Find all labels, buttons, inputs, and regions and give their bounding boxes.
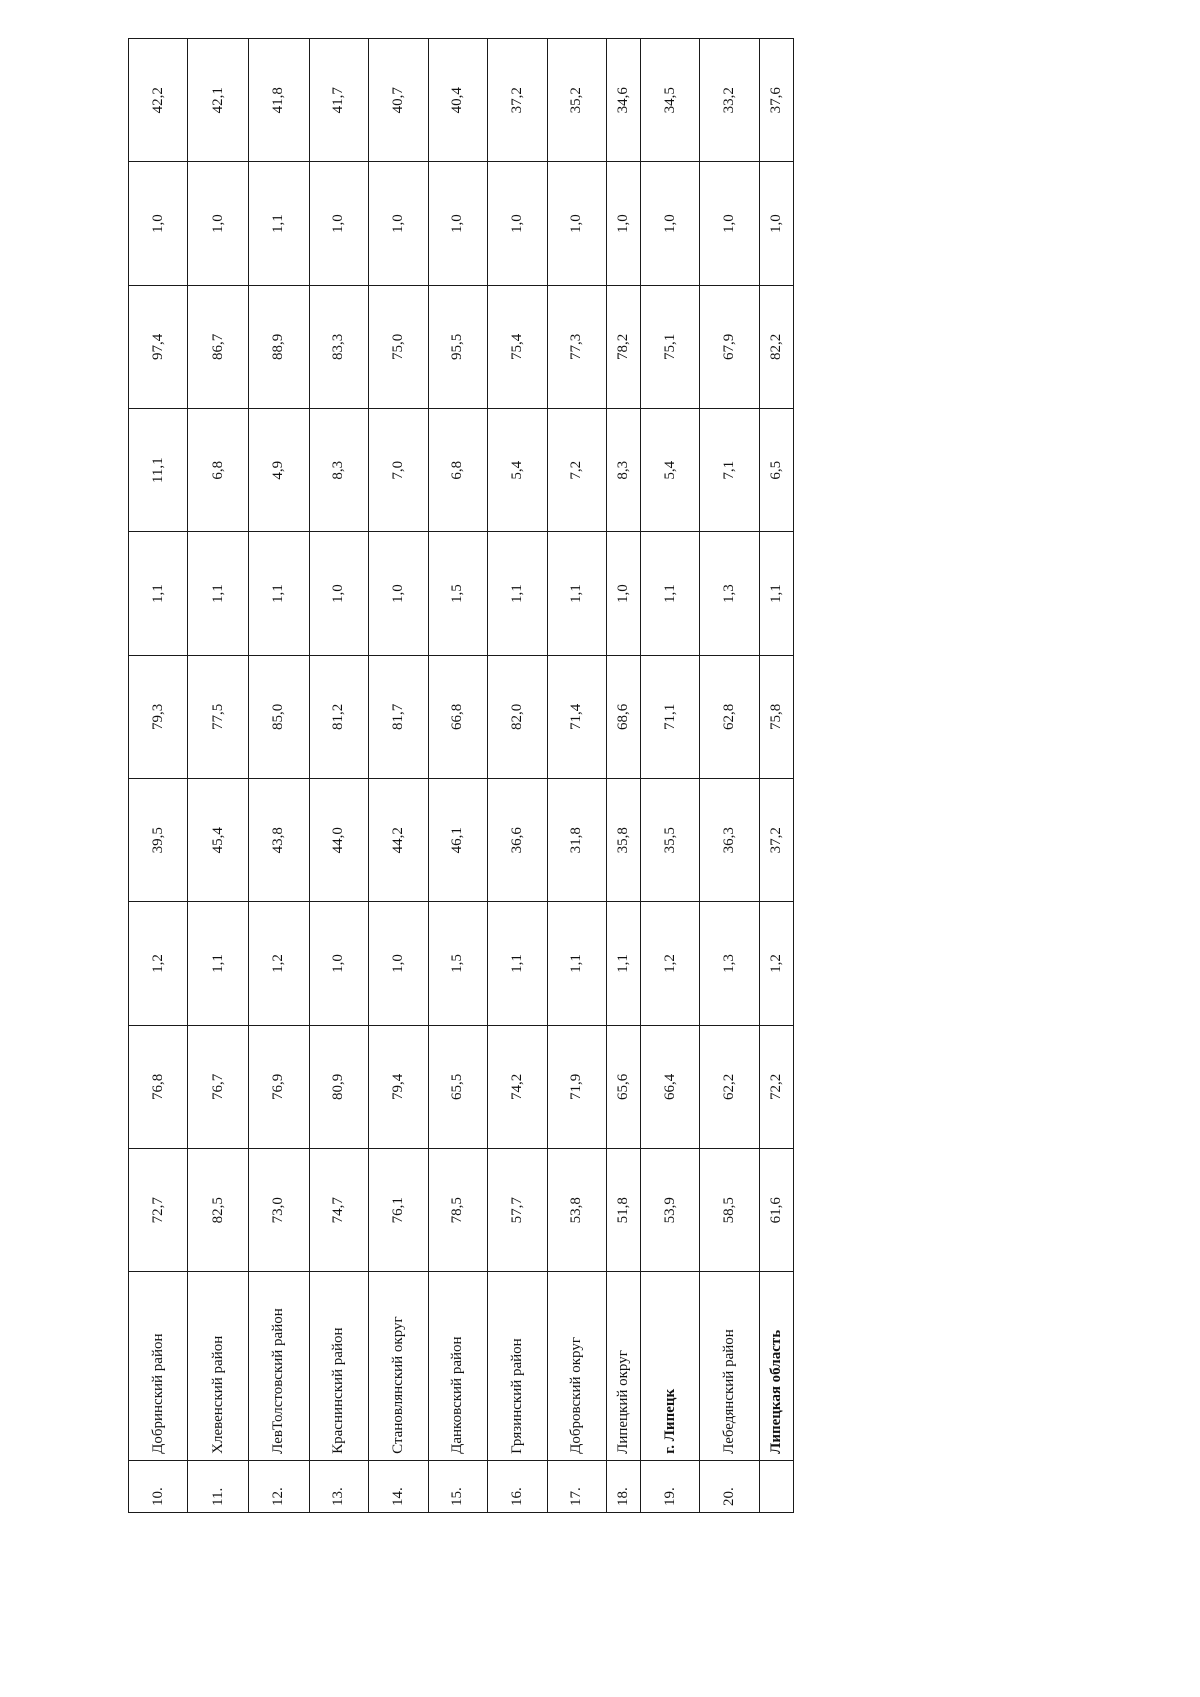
region-name: Липецкий округ xyxy=(607,1272,641,1461)
value-cell: 34,5 xyxy=(640,39,699,162)
value-cell: 40,7 xyxy=(369,39,428,162)
region-name: Липецкая область xyxy=(759,1272,793,1461)
value-cell: 1,1 xyxy=(488,532,547,655)
value-cell: 1,0 xyxy=(700,162,759,285)
value-cell: 31,8 xyxy=(547,779,606,902)
value-cell: 1,0 xyxy=(309,532,368,655)
value-cell: 1,1 xyxy=(249,162,310,285)
value-cell: 35,8 xyxy=(607,779,641,902)
table-row xyxy=(369,39,428,1513)
value-cell: 86,7 xyxy=(188,285,249,408)
value-cell: 40,4 xyxy=(428,39,487,162)
value-cell: 1,1 xyxy=(640,532,699,655)
value-cell: 7,2 xyxy=(547,409,606,532)
table-row xyxy=(640,39,699,1513)
row-number: 15. xyxy=(428,1460,487,1512)
row-number: 11. xyxy=(188,1460,249,1512)
value-cell: 1,0 xyxy=(309,902,368,1025)
value-cell: 1,0 xyxy=(488,162,547,285)
value-cell: 6,8 xyxy=(188,409,249,532)
value-cell: 8,3 xyxy=(309,409,368,532)
row-number: 20. xyxy=(700,1460,759,1512)
row-number: 10. xyxy=(129,1460,188,1512)
value-cell: 66,8 xyxy=(428,655,487,778)
value-cell: 95,5 xyxy=(428,285,487,408)
value-cell: 97,4 xyxy=(129,285,188,408)
value-cell: 75,1 xyxy=(640,285,699,408)
value-cell: 77,3 xyxy=(547,285,606,408)
value-cell: 65,5 xyxy=(428,1025,487,1148)
value-cell: 1,0 xyxy=(369,902,428,1025)
value-cell: 33,2 xyxy=(700,39,759,162)
value-cell: 73,0 xyxy=(249,1149,310,1272)
table-row xyxy=(249,39,310,1513)
value-cell: 1,0 xyxy=(188,162,249,285)
value-cell: 1,1 xyxy=(488,902,547,1025)
value-cell: 6,5 xyxy=(759,409,793,532)
value-cell: 79,3 xyxy=(129,655,188,778)
value-cell: 75,4 xyxy=(488,285,547,408)
value-cell: 1,2 xyxy=(759,902,793,1025)
value-cell: 1,0 xyxy=(547,162,606,285)
value-cell: 37,2 xyxy=(488,39,547,162)
value-cell: 62,2 xyxy=(700,1025,759,1148)
value-cell: 53,9 xyxy=(640,1149,699,1272)
value-cell: 1,0 xyxy=(309,162,368,285)
region-name: Грязинский район xyxy=(488,1272,547,1461)
value-cell: 79,4 xyxy=(369,1025,428,1148)
value-cell: 35,5 xyxy=(640,779,699,902)
value-cell: 75,0 xyxy=(369,285,428,408)
value-cell: 61,6 xyxy=(759,1149,793,1272)
value-cell: 44,0 xyxy=(309,779,368,902)
table-row xyxy=(700,39,759,1513)
value-cell: 36,3 xyxy=(700,779,759,902)
value-cell: 6,8 xyxy=(428,409,487,532)
table-row xyxy=(188,39,249,1513)
value-cell: 1,1 xyxy=(547,532,606,655)
value-cell: 1,0 xyxy=(607,162,641,285)
value-cell: 1,1 xyxy=(188,532,249,655)
value-cell: 1,0 xyxy=(369,162,428,285)
region-name: Данковский район xyxy=(428,1272,487,1461)
value-cell: 1,0 xyxy=(129,162,188,285)
value-cell: 85,0 xyxy=(249,655,310,778)
value-cell: 1,2 xyxy=(129,902,188,1025)
value-cell: 82,5 xyxy=(188,1149,249,1272)
row-number: 17. xyxy=(547,1460,606,1512)
region-name: ЛевТолстовский район xyxy=(249,1272,310,1461)
table-row xyxy=(129,39,188,1513)
value-cell: 71,4 xyxy=(547,655,606,778)
region-name: Хлевенский район xyxy=(188,1272,249,1461)
value-cell: 1,3 xyxy=(700,902,759,1025)
value-cell: 36,6 xyxy=(488,779,547,902)
value-cell: 34,6 xyxy=(607,39,641,162)
value-cell: 1,5 xyxy=(428,532,487,655)
table-row xyxy=(488,39,547,1513)
value-cell: 1,1 xyxy=(759,532,793,655)
table-body xyxy=(129,39,794,1513)
value-cell: 81,7 xyxy=(369,655,428,778)
rotated-table-wrapper xyxy=(128,38,794,1513)
value-cell: 1,1 xyxy=(547,902,606,1025)
value-cell: 74,7 xyxy=(309,1149,368,1272)
table-row xyxy=(309,39,368,1513)
value-cell: 46,1 xyxy=(428,779,487,902)
row-number: 12. xyxy=(249,1460,310,1512)
row-number: 16. xyxy=(488,1460,547,1512)
value-cell: 37,6 xyxy=(759,39,793,162)
value-cell: 1,1 xyxy=(249,532,310,655)
value-cell: 77,5 xyxy=(188,655,249,778)
value-cell: 5,4 xyxy=(488,409,547,532)
value-cell: 62,8 xyxy=(700,655,759,778)
value-cell: 76,9 xyxy=(249,1025,310,1148)
value-cell: 1,0 xyxy=(428,162,487,285)
region-name: Добровский округ xyxy=(547,1272,606,1461)
value-cell: 71,1 xyxy=(640,655,699,778)
value-cell: 42,1 xyxy=(188,39,249,162)
value-cell: 5,4 xyxy=(640,409,699,532)
value-cell: 78,5 xyxy=(428,1149,487,1272)
value-cell: 4,9 xyxy=(249,409,310,532)
table-row xyxy=(759,39,793,1513)
row-number: 13. xyxy=(309,1460,368,1512)
value-cell: 68,6 xyxy=(607,655,641,778)
value-cell: 51,8 xyxy=(607,1149,641,1272)
value-cell: 43,8 xyxy=(249,779,310,902)
value-cell: 58,5 xyxy=(700,1149,759,1272)
value-cell: 74,2 xyxy=(488,1025,547,1148)
value-cell: 1,0 xyxy=(607,532,641,655)
value-cell: 1,0 xyxy=(759,162,793,285)
value-cell: 78,2 xyxy=(607,285,641,408)
region-name: Краснинский район xyxy=(309,1272,368,1461)
value-cell: 81,2 xyxy=(309,655,368,778)
value-cell: 57,7 xyxy=(488,1149,547,1272)
region-name: Становлянский округ xyxy=(369,1272,428,1461)
value-cell: 1,2 xyxy=(249,902,310,1025)
value-cell: 71,9 xyxy=(547,1025,606,1148)
value-cell: 1,1 xyxy=(188,902,249,1025)
value-cell: 7,1 xyxy=(700,409,759,532)
value-cell: 76,8 xyxy=(129,1025,188,1148)
value-cell: 65,6 xyxy=(607,1025,641,1148)
value-cell: 80,9 xyxy=(309,1025,368,1148)
value-cell: 83,3 xyxy=(309,285,368,408)
region-name: Добринский район xyxy=(129,1272,188,1461)
value-cell: 8,3 xyxy=(607,409,641,532)
value-cell: 66,4 xyxy=(640,1025,699,1148)
row-number: 19. xyxy=(640,1460,699,1512)
value-cell: 82,0 xyxy=(488,655,547,778)
value-cell: 44,2 xyxy=(369,779,428,902)
value-cell: 67,9 xyxy=(700,285,759,408)
region-name: Лебедянский район xyxy=(700,1272,759,1461)
value-cell: 1,1 xyxy=(607,902,641,1025)
value-cell: 11,1 xyxy=(129,409,188,532)
row-number xyxy=(759,1460,793,1512)
statistics-table xyxy=(128,38,794,1513)
row-number: 14. xyxy=(369,1460,428,1512)
table-row xyxy=(607,39,641,1513)
value-cell: 53,8 xyxy=(547,1149,606,1272)
value-cell: 41,7 xyxy=(309,39,368,162)
value-cell: 1,1 xyxy=(129,532,188,655)
value-cell: 1,2 xyxy=(640,902,699,1025)
value-cell: 76,1 xyxy=(369,1149,428,1272)
table-row xyxy=(428,39,487,1513)
value-cell: 42,2 xyxy=(129,39,188,162)
value-cell: 72,7 xyxy=(129,1149,188,1272)
value-cell: 75,8 xyxy=(759,655,793,778)
value-cell: 41,8 xyxy=(249,39,310,162)
value-cell: 35,2 xyxy=(547,39,606,162)
value-cell: 76,7 xyxy=(188,1025,249,1148)
value-cell: 88,9 xyxy=(249,285,310,408)
row-number: 18. xyxy=(607,1460,641,1512)
region-name: г. Липецк xyxy=(640,1272,699,1461)
value-cell: 1,3 xyxy=(700,532,759,655)
value-cell: 1,0 xyxy=(369,532,428,655)
value-cell: 82,2 xyxy=(759,285,793,408)
value-cell: 45,4 xyxy=(188,779,249,902)
value-cell: 1,0 xyxy=(640,162,699,285)
value-cell: 39,5 xyxy=(129,779,188,902)
value-cell: 37,2 xyxy=(759,779,793,902)
table-row xyxy=(547,39,606,1513)
value-cell: 1,5 xyxy=(428,902,487,1025)
value-cell: 7,0 xyxy=(369,409,428,532)
value-cell: 72,2 xyxy=(759,1025,793,1148)
